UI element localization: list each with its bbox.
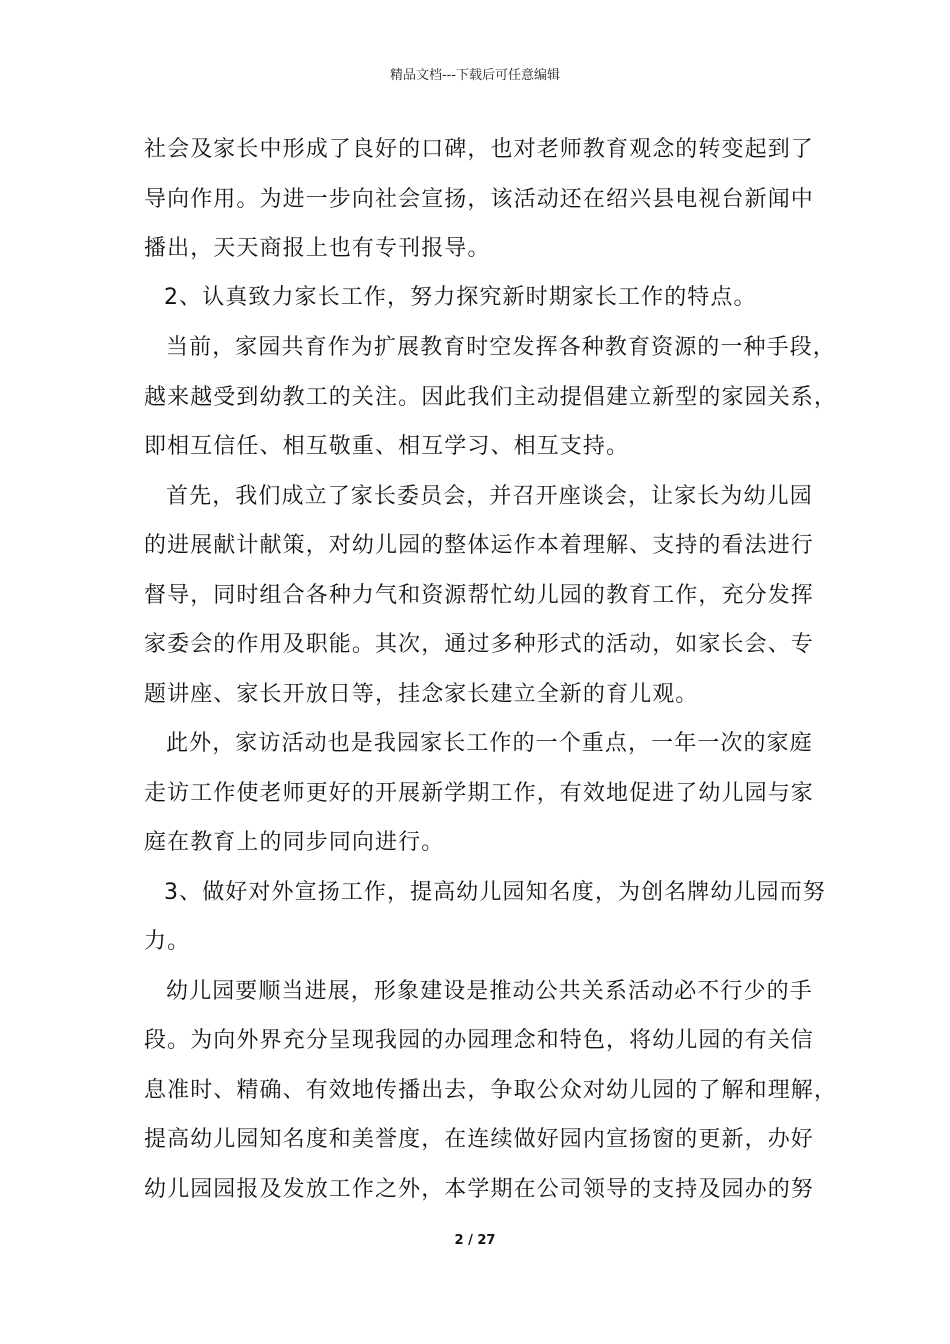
text-line: 播出，天天商报上也有专刊报导。 — [144, 236, 491, 261]
text-line: 提高幼儿园知名度和美誉度，在连续做好园内宣扬窗的更新，办好 — [144, 1127, 814, 1152]
text-line: 当前，家园共育作为扩展教育时空发挥各种教育资源的一种手段， — [166, 335, 836, 360]
text-line: 庭在教育上的同步同向进行。 — [144, 830, 445, 855]
text-line: 家委会的作用及职能。其次，通过多种形式的活动，如家长会、专 — [144, 632, 814, 657]
text-line: 督导，同时组合各种力气和资源帮忙幼儿园的教育工作，充分发挥 — [144, 583, 814, 608]
text-line: 越来越受到幼教工的关注。因此我们主动提倡建立新型的家园关系， — [144, 385, 838, 410]
text-line: 导向作用。为进一步向社会宣扬，该活动还在绍兴县电视台新闻中 — [144, 187, 814, 212]
text-line: 此外，家访活动也是我园家长工作的一个重点，一年一次的家庭 — [166, 731, 813, 756]
page-number: 2 / 27 — [454, 1233, 496, 1248]
text-line: 即相互信任、相互敬重、相互学习、相互支持。 — [144, 434, 630, 459]
text-line: 力。 — [144, 929, 191, 954]
text-line: 走访工作使老师更好的开展新学期工作，有效地促进了幼儿园与家 — [144, 781, 814, 806]
text-line: 幼儿园园报及发放工作之外，本学期在公司领导的支持及园办的努 — [144, 1177, 814, 1202]
text-line: 社会及家长中形成了良好的口碑，也对老师教育观念的转变起到了 — [144, 137, 814, 162]
section-heading: 3、做好对外宣扬工作，提高幼儿园知名度，为创名牌幼儿园而努 — [164, 880, 826, 905]
text-line: 的进展献计献策，对幼儿园的整体运作本着理解、支持的看法进行 — [144, 533, 814, 558]
text-line: 息准时、精确、有效地传播出去，争取公众对幼儿园的了解和理解， — [144, 1078, 838, 1103]
text-line: 首先，我们成立了家长委员会，并召开座谈会，让家长为幼儿园 — [166, 484, 813, 509]
page-header: 精品文档---下载后可任意编辑 — [389, 68, 561, 83]
text-line: 幼儿园要顺当进展，形象建设是推动公共关系活动必不行少的手 — [166, 979, 813, 1004]
section-heading: 2、认真致力家长工作，努力探究新时期家长工作的特点。 — [164, 285, 757, 310]
text-line: 题讲座、家长开放日等，挂念家长建立全新的育儿观。 — [144, 682, 699, 707]
text-line: 段。为向外界充分呈现我园的办园理念和特色，将幼儿园的有关信 — [144, 1028, 814, 1053]
